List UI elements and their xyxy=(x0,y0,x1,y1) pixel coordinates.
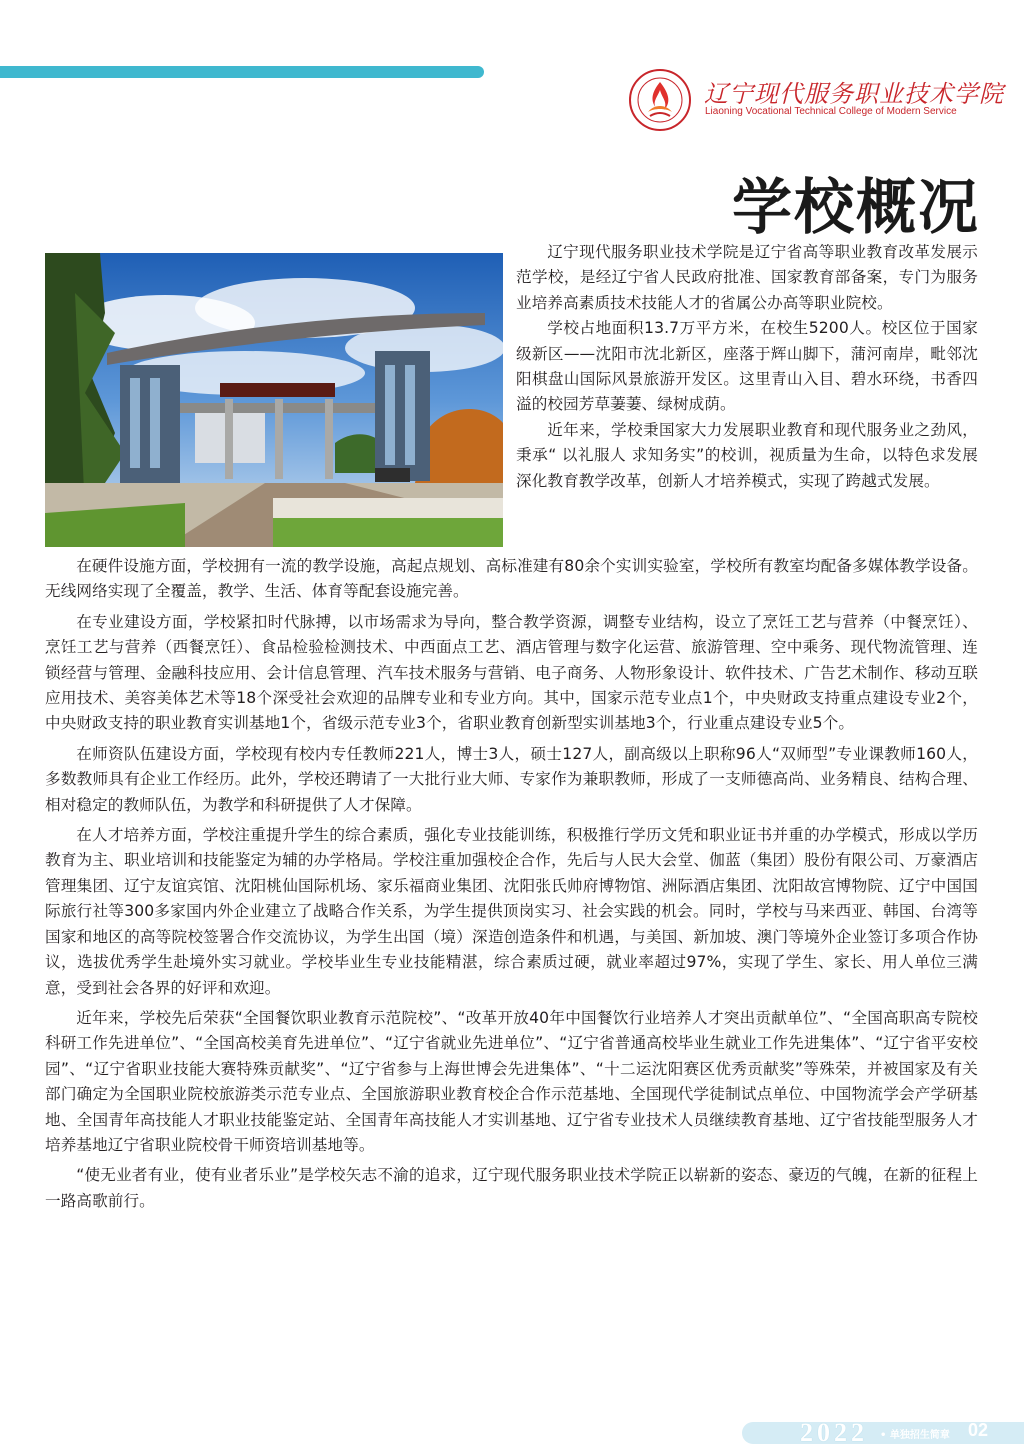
intro-paragraph: 学校占地面积13.7万平方米，在校生5200人。校区位于国家级新区——沈阳市沈北新区，座落于辉山脚下，蒲河南岸，毗邻沈阳棋盘山国际风景旅游开发区。这里青山入目、碧水环绕，书香四溢的校园芳草萋萋、绿树成荫。 xyxy=(516,319,978,414)
body-paragraph: 在专业建设方面，学校紧扣时代脉搏，以市场需求为导向，整合教学资源，调整专业结构，设立了烹饪工艺与营养（中餐烹饪）、烹饪工艺与营养（西餐烹饪）、食品检验检测技术、中西面点工艺、酒店管理与数字化运营、旅游管理、空中乘务、现代物流管理、连锁经营与管理、金融科技应用、会计信息管理、汽车技术服务与营销、电子商务、人物形象设计、软件技术、广告艺术制作、移动互联应用技术、美容美体艺术等18个深受社会欢迎的品牌专业和专业方向。其中，国家示范专业点1个，中央财政支持重点建设专业2个，中央财政支持的职业教育实训基地1个，省级示范专业3个，省职业教育创新型实训基地3个，行业重点建设专业5个。 xyxy=(45,612,978,733)
college-logo xyxy=(628,68,1004,132)
body-paragraph: 在硬件设施方面，学校拥有一流的教学设施，高起点规划、高标准建有80余个实训实验室，学校所有教室均配备多媒体教学设备。无线网络实现了全覆盖，教学、生活、体育等配套设施完善。 xyxy=(45,557,978,601)
body-paragraph: 在人才培养方面，学校注重提升学生的综合素质，强化专业技能训练，积极推行学历文凭和职业证书并重的办学模式，形成以学历教育为主、职业培训和技能鉴定为辅的办学格局。学校注重加强校企合作，先后与人民大会堂、伽蓝（集团）股份有限公司、万豪酒店管理集团、辽宁友谊宾馆、沈阳桃仙国际机场、家乐福商业集团、沈阳张氏帅府博物馆、洲际酒店集团、沈阳故宫博物院、辽宁中国国际旅行社等300多家国内外企业建立了战略合作关系，为学生提供顶岗实习、社会实践的机会。同时，学校与马来西亚、韩国、台湾等国家和地区的高等院校签署合作交流协议，为学生出国（境）深造创造条件和机遇，与美国、新加坡、澳门等境外企业签订多项合作协议，选拔优秀学生赴境外实习就业。学校毕业生专业技能精湛，综合素质过硬，就业率超过97%，实现了学生、家长、用人单位三满意，受到社会各界的好评和欢迎。 xyxy=(45,826,978,997)
body-text xyxy=(45,554,978,1219)
college-emblem-icon xyxy=(628,68,692,132)
intro-paragraph: 辽宁现代服务职业技术学院是辽宁省高等职业教育改革发展示范学校，是经辽宁省人民政府批准、国家教育部备案，专门为服务业培养高素质技术技能人才的省属公办高等职业院校。 xyxy=(516,243,978,312)
page-number: 02 xyxy=(968,1420,989,1440)
college-name-en: Liaoning Vocational Technical College of Modern Service xyxy=(705,106,957,117)
campus-gate-photo xyxy=(45,253,503,547)
accent-bar xyxy=(0,66,484,78)
intro-paragraph: 近年来，学校秉国家大力发展职业教育和现代服务业之劲风，秉承“ 以礼服人 求知务实”的校训，视质量为生命，以特色求发展深化教育教学改革，创新人才培养模式，实现了跨越式发展。 xyxy=(516,420,978,490)
footer-subtitle: • 单独招生简章 xyxy=(880,1430,950,1441)
intro-text xyxy=(516,240,978,494)
page-title: 学校概况 xyxy=(732,173,980,243)
body-paragraph: 近年来，学校先后荣获“全国餐饮职业教育示范院校”、“改革开放40年中国餐饮行业培养人才突出贡献单位”、“全国高职高专院校科研工作先进单位”、“全国高校美育先进单位”、“辽宁省就业先进单位”、“辽宁省普通高校毕业生就业工作先进集体”、“辽宁省平安校园”、“辽宁省职业技能大赛特殊贡献奖”、“辽宁省参与上海世博会先进集体”、“十二运沈阳赛区优秀贡献奖”等殊荣，并被国家及有关部门确定为全国职业院校旅游类示范专业点、全国旅游职业教育校企合作示范基地、全国现代学徒制试点单位、中国物流学会产学研基地、全国青年高技能人才职业技能鉴定站、全国青年高技能人才实训基地、辽宁省专业技术人员继续教育基地、辽宁省技能型服务人才培养基地辽宁省职业院校骨干师资培训基地等。 xyxy=(45,1008,978,1154)
footer-year: 2022 xyxy=(800,1418,868,1447)
body-paragraph: 在师资队伍建设方面，学校现有校内专任教师221人，博士3人，硕士127人，副高级以上职称96人“双师型”专业课教师160人，多数教师具有企业工作经历。此外，学校还聘请了一大批行业大师、专家作为兼职教师，形成了一支师德高尚、业务精良、结构合理、相对稳定的教师队伍，为教学和科研提供了人才保障。 xyxy=(45,744,978,814)
college-name-cn: 辽宁现代服务职业技术学院 xyxy=(704,80,1004,108)
body-paragraph: “使无业者有业，使有业者乐业”是学校矢志不渝的追求，辽宁现代服务职业技术学院正以崭新的姿态、豪迈的气魄，在新的征程上一路高歌前行。 xyxy=(45,1166,978,1210)
